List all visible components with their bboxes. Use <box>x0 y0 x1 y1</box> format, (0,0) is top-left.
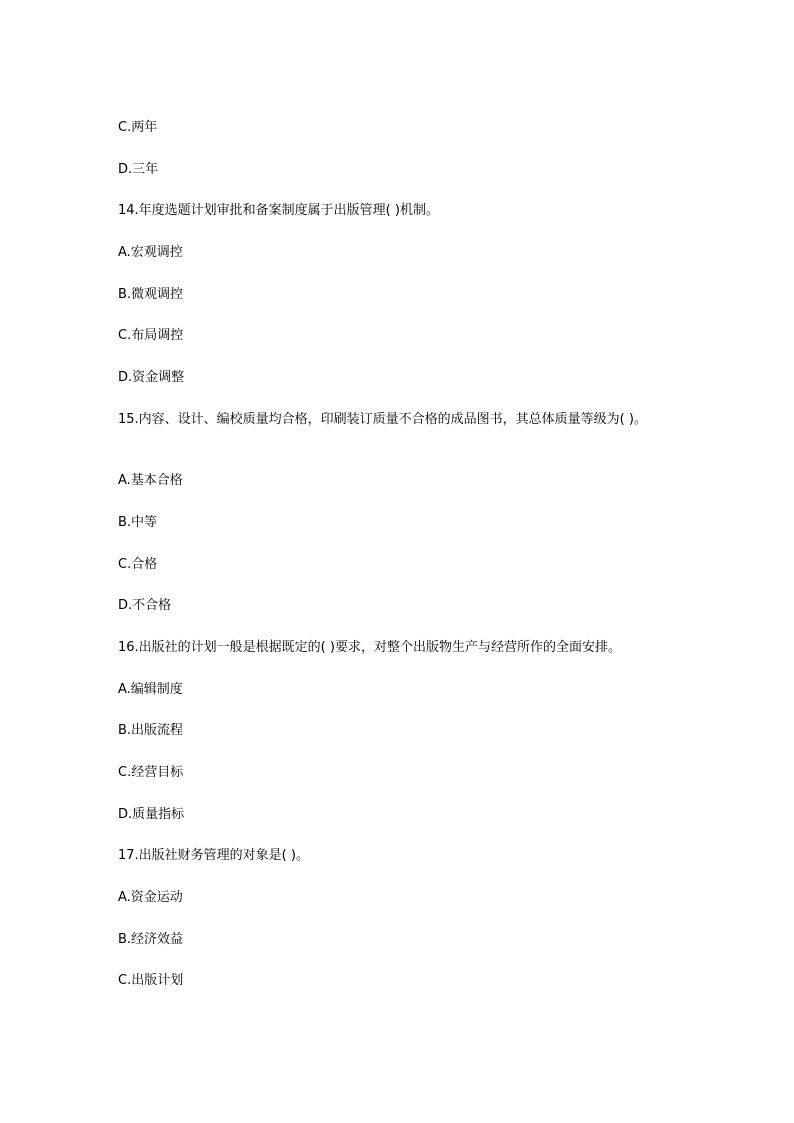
option-d-q13: D.三年 <box>118 162 159 177</box>
option-a-q17: A.资金运动 <box>118 890 183 905</box>
option-c-q14: C.布局调控 <box>118 328 184 343</box>
option-c-q15: C.合格 <box>118 557 158 572</box>
question-14: 14.年度选题计划审批和备案制度属于出版管理( )机制。 <box>118 203 439 218</box>
option-c-q17: C.出版计划 <box>118 973 184 988</box>
option-c-q16: C.经营目标 <box>118 765 184 780</box>
option-d-q14: D.资金调整 <box>118 370 185 385</box>
option-a-q16: A.编辑制度 <box>118 682 183 697</box>
option-d-q15: D.不合格 <box>118 598 172 613</box>
option-d-q16: D.质量指标 <box>118 807 185 822</box>
option-a-q14: A.宏观调控 <box>118 245 183 260</box>
question-15: 15.内容、设计、编校质量均合格，印刷装订质量不合格的成品图书，其总体质量等级为( )。 <box>118 412 647 427</box>
option-c-q13: C.两年 <box>118 120 158 135</box>
option-b-q16: B.出版流程 <box>118 723 184 738</box>
option-b-q15: B.中等 <box>118 515 158 530</box>
question-17: 17.出版社财务管理的对象是( )。 <box>118 848 309 863</box>
option-a-q15: A.基本合格 <box>118 473 183 488</box>
question-16: 16.出版社的计划一般是根据既定的( )要求，对整个出版物生产与经营所作的全面安排。 <box>118 640 621 655</box>
option-b-q14: B.微观调控 <box>118 287 184 302</box>
option-b-q17: B.经济效益 <box>118 932 184 947</box>
